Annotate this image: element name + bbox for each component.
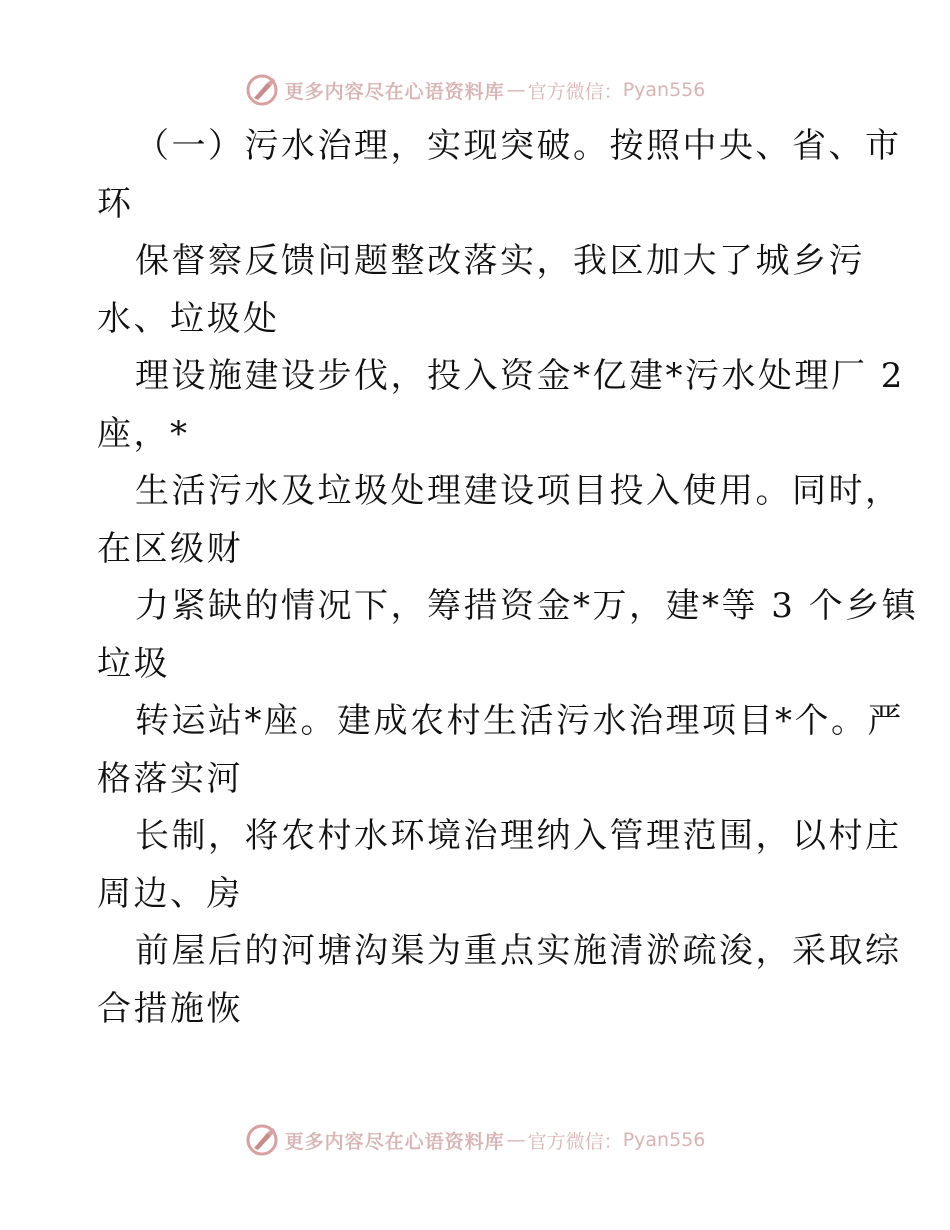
text-line: 转运站*座。建成农村生活污水治理项目*个。严	[135, 701, 904, 741]
text-line: 座，*	[97, 413, 190, 454]
watermark-account: Pyan556	[622, 79, 706, 101]
watermark-separator: —	[506, 1129, 526, 1151]
text-line: 力紧缺的情况下，筹措资金*万，建*等 3 个乡镇	[135, 586, 919, 626]
text-line: 生活污水及垃圾处理建设项目投入使用。同时，	[135, 471, 902, 511]
text-line: 环	[97, 183, 134, 224]
text-line: 格落实河	[97, 758, 243, 799]
text-line: 周边、房	[97, 873, 243, 914]
document-body	[97, 118, 919, 1038]
watermark-text: 更多内容尽在心语资料库	[284, 80, 505, 103]
text-line: 合措施恢	[97, 988, 243, 1029]
watermark-separator: —	[506, 79, 526, 101]
text-line: 水、垃圾处	[97, 298, 280, 339]
watermark-text: 更多内容尽在心语资料库	[284, 1130, 505, 1153]
watermark-label: 官方微信：	[527, 1130, 623, 1153]
watermark-account: Pyan556	[622, 1129, 706, 1151]
footer-watermark	[0, 1120, 950, 1160]
text-line: 长制，将农村水环境治理纳入管理范围，以村庄	[135, 816, 902, 856]
header-watermark	[0, 70, 950, 110]
text-line: 在区级财	[97, 528, 243, 569]
text-line: 垃圾	[97, 643, 170, 684]
watermark-label: 官方微信：	[527, 80, 623, 103]
quill-pen-logo-icon	[245, 1123, 279, 1157]
text-line: 保督察反馈问题整改落实，我区加大了城乡污	[135, 241, 865, 281]
text-line: （一）污水治理，实现突破。按照中央、省、市	[135, 126, 902, 166]
text-line: 前屋后的河塘沟渠为重点实施清淤疏浚，采取综	[135, 931, 902, 971]
text-line: 理设施建设步伐，投入资金*亿建*污水处理厂 2	[135, 356, 905, 396]
quill-pen-logo-icon	[245, 73, 279, 107]
